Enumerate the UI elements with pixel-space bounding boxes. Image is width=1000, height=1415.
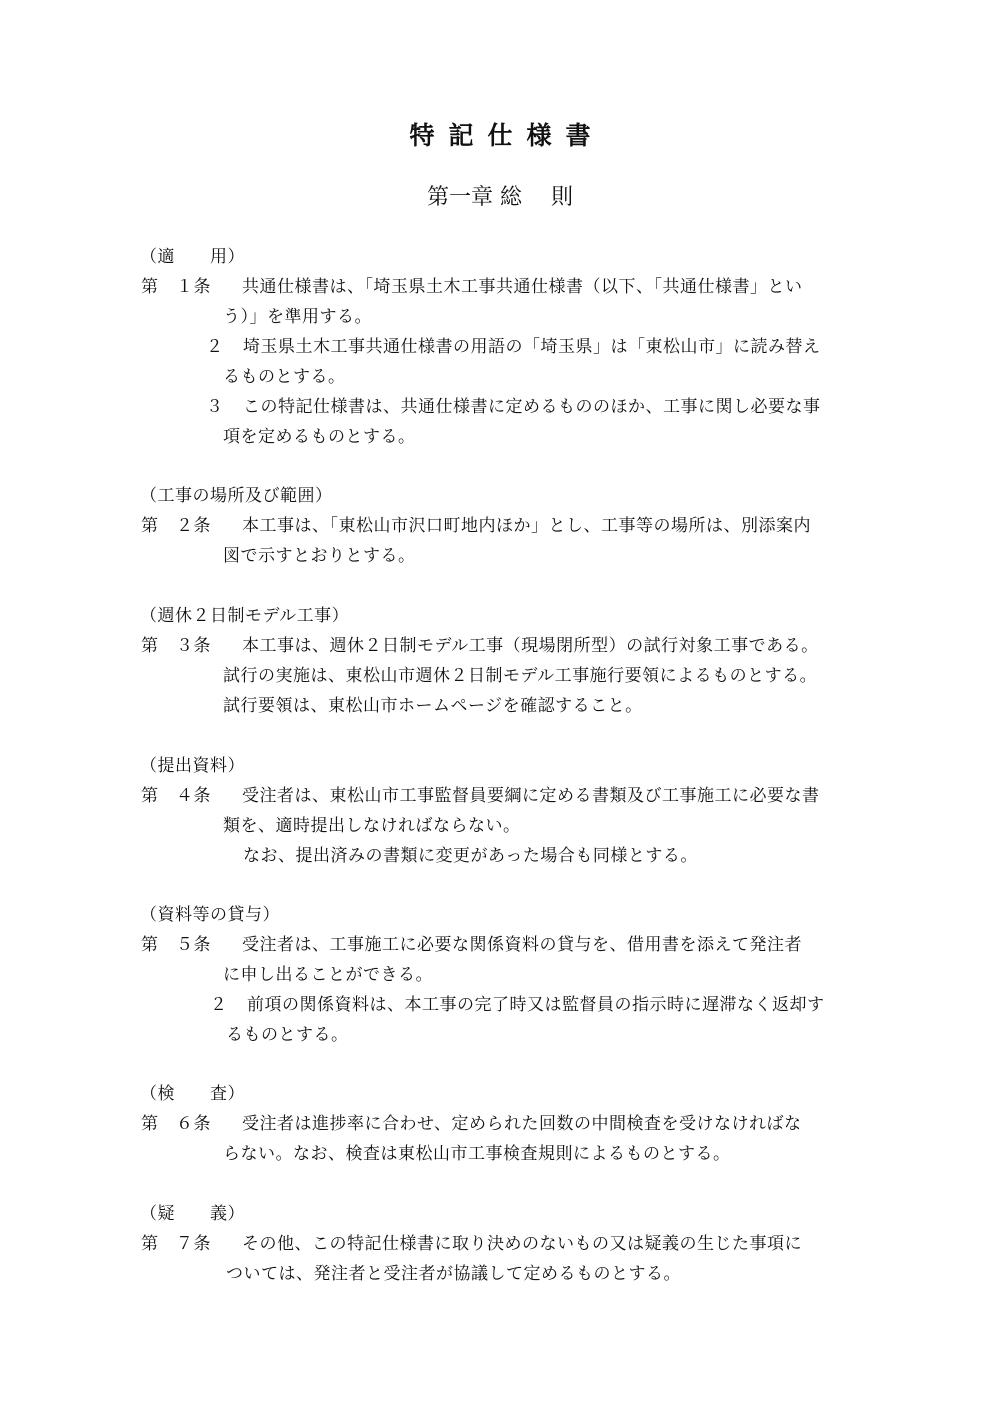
article-text: 受注者は、工事施工に必要な関係資料の貸与を、借用書を添えて発注者 [242,935,802,955]
paragraph-text: 項を定めるものとする。 [223,427,416,447]
article-text: 試行要領は、東松山市ホームページを確認すること。 [223,696,643,716]
article-heading: （疑 義） [140,1204,245,1224]
article-heading: （提出資料） [140,756,245,776]
article-heading: （工事の場所及び範囲） [140,486,333,506]
article-number: 第 ７条 [141,1234,211,1254]
article-text: ついては、発注者と受注者が協議して定めるものとする。 [226,1264,681,1284]
paragraph-text: るものとする。 [223,367,346,387]
paragraph-number: ２ [210,995,228,1015]
article-text: 本工事は、「東松山市沢口町地内ほか」とし、工事等の場所は、別添案内 [242,516,811,536]
paragraph-text: この特記仕様書は、共通仕様書に定めるもののほか、工事に関し必要な事 [243,397,821,417]
article-number: 第 １条 [141,277,211,297]
article-number: 第 ５条 [141,935,211,955]
chapter-title: 第一章 総 則 [427,185,573,210]
article-number: 第 ３条 [141,636,211,656]
paragraph-number: ２ [206,337,224,357]
article-text: 受注者は進捗率に合わせ、定められた回数の中間検査を受けなければな [242,1114,802,1134]
document-title: 特記仕様書 [409,121,605,150]
article-text: 受注者は、東松山市工事監督員要綱に定める書類及び工事施工に必要な書 [242,786,820,806]
article-number: 第 ２条 [141,516,211,536]
article-text: なお、提出済みの書類に変更があった場合も同様とする。 [243,846,698,866]
article-text: 本工事は、週休２日制モデル工事（現場閉所型）の試行対象工事である。 [242,636,819,656]
article-text: 試行の実施は、東松山市週休２日制モデル工事施行要領によるものとする。 [223,666,818,686]
paragraph-text: るものとする。 [226,1025,349,1045]
article-heading: （資料等の貸与） [140,905,280,925]
article-text: その他、この特記仕様書に取り決めのないもの又は疑義の生じた事項に [242,1234,802,1254]
article-text: らない。なお、検査は東松山市工事検査規則によるものとする。 [223,1144,731,1164]
paragraph-number: ３ [206,397,224,417]
article-heading: （検 査） [140,1084,245,1104]
article-text: 共通仕様書は、「埼玉県土木工事共通仕様書（以下、「共通仕様書」とい [242,277,803,297]
article-heading: （週休２日制モデル工事） [140,606,350,626]
paragraph-text: 埼玉県土木工事共通仕様書の用語の「埼玉県」は「東松山市」に読み替え [243,337,821,357]
article-text: う）」を準用する。 [223,307,372,327]
article-text: 類を、適時提出しなければならない。 [223,816,521,836]
article-number: 第 ６条 [141,1114,211,1134]
paragraph-text: 前項の関係資料は、本工事の完了時又は監督員の指示時に遅滞なく返却す [247,995,825,1015]
article-text: に申し出ることができる。 [223,965,433,985]
article-number: 第 ４条 [141,786,211,806]
article-text: 図で示すとおりとする。 [223,546,416,566]
article-heading: （適 用） [140,247,245,267]
